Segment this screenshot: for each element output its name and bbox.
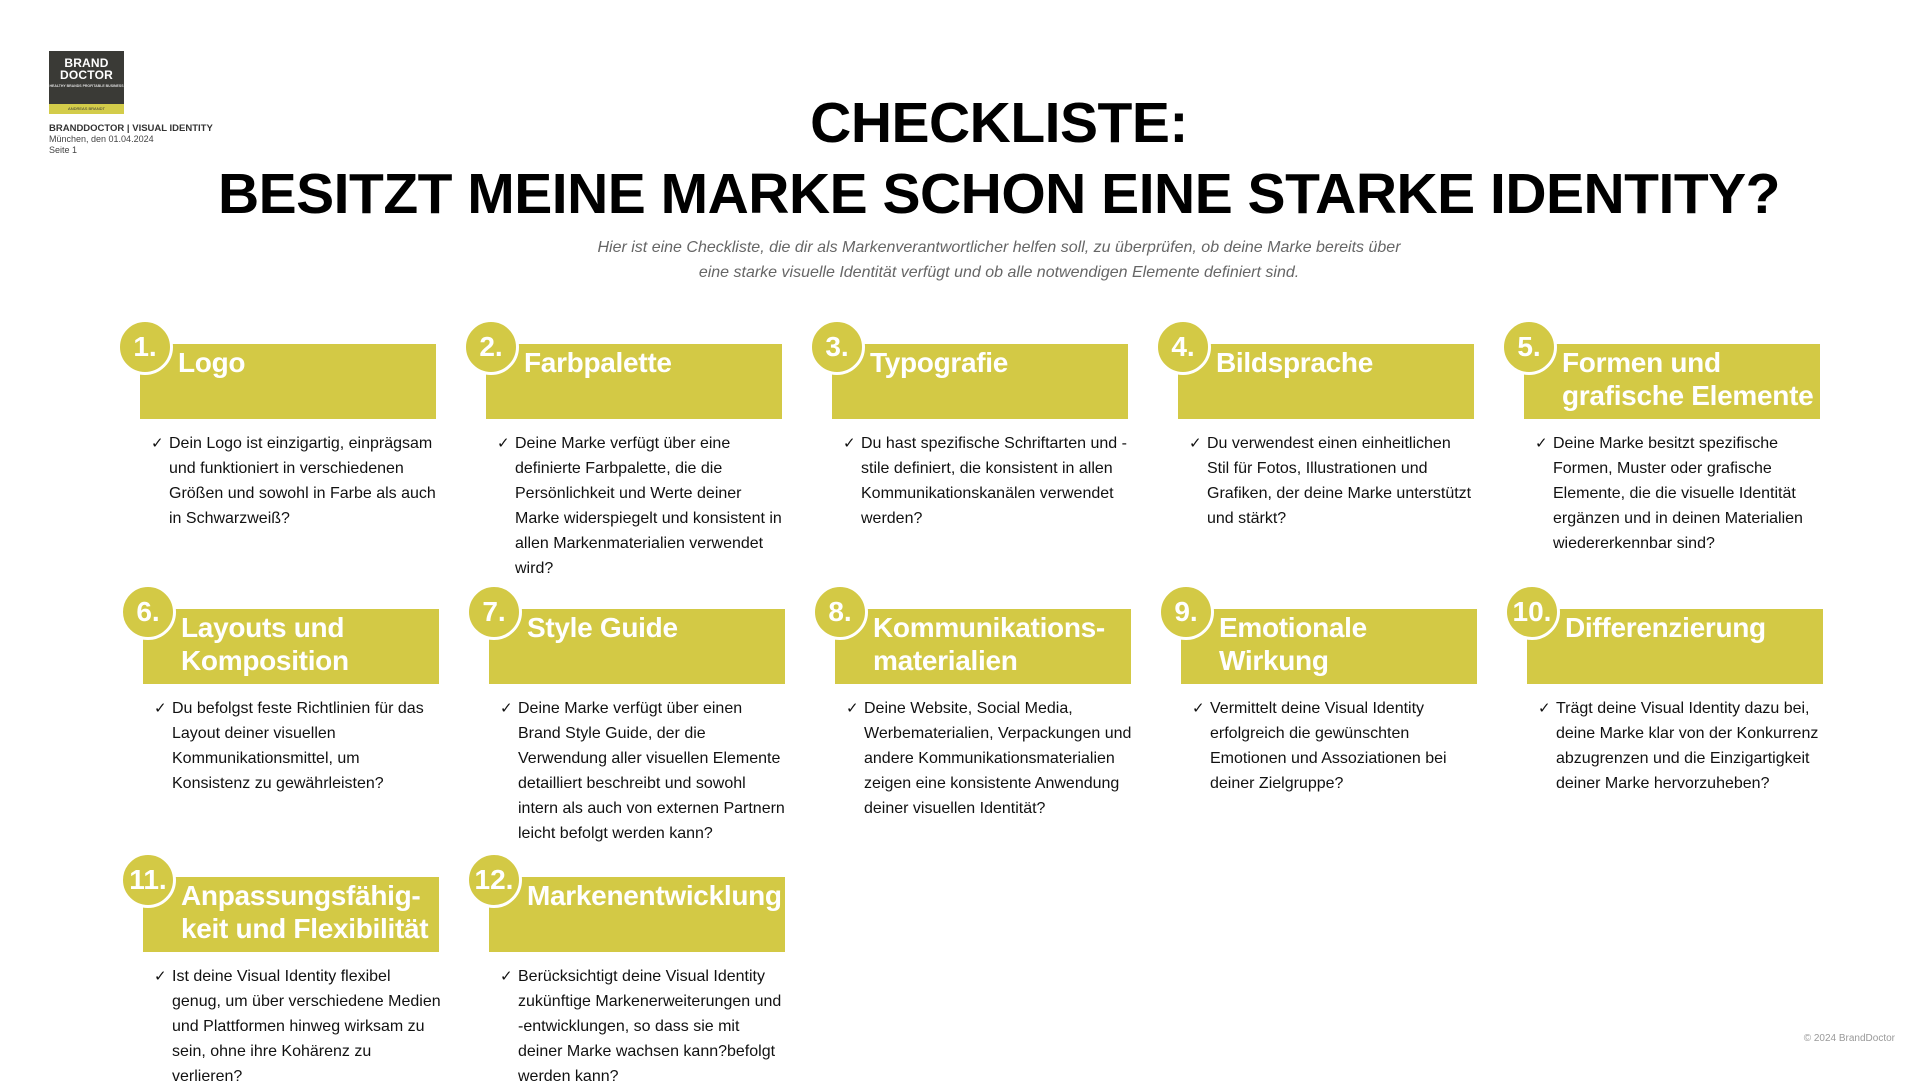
card-description-text: Deine Website, Social Media, Werbematerialien, Verpackungen und andere Kommunikationsmaterialien zeigen eine konsistente Anwendung deiner visuellen Identität? <box>864 700 1132 817</box>
card-description-text: Deine Marke verfügt über eine definierte Farbpalette, die die Persönlichkeit und Werte deiner Marke widerspiegelt und konsistent in allen Markenmaterialien verwendet wird? <box>515 435 782 577</box>
intro-line2: eine starke visuelle Identität verfügt und ob alle notwendigen Elemente definiert sind. <box>698 264 1300 281</box>
card-number-badge: 1. <box>117 319 173 375</box>
card-description-text: Deine Marke besitzt spezifische Formen, Muster oder grafische Elemente, die die visuelle Identität ergänzen und in deinen Materialien wiedererkennbar sind? <box>1553 435 1803 552</box>
check-icon: ✓ <box>151 435 164 452</box>
check-icon: ✓ <box>1538 700 1551 717</box>
check-icon: ✓ <box>846 700 859 717</box>
card-title: Layouts und Komposition <box>181 612 349 676</box>
card-description <box>1189 431 1477 531</box>
card-title: Logo <box>178 347 246 378</box>
card-title: Formen und grafische Elemente <box>1562 347 1814 411</box>
card-description <box>151 431 439 531</box>
check-icon: ✓ <box>154 700 167 717</box>
card-description <box>500 696 788 846</box>
card-description-text: Dein Logo ist einzigartig, einprägsam und funktioniert in verschiedenen Größen und sowohl in Farbe als auch in Schwarzweiß? <box>169 435 436 527</box>
check-icon: ✓ <box>500 968 513 985</box>
card-description-text: Du verwendest einen einheitlichen Stil für Fotos, Illustrationen und Grafiken, der deine Marke unterstützt und stärkt? <box>1207 435 1472 527</box>
card-description <box>1538 696 1826 796</box>
card-title: Differenzierung <box>1565 612 1766 643</box>
card-description-text: Du befolgst feste Richtlinien für das Layout deiner visuellen Kommunikationsmittel, um Konsistenz zu gewährleisten? <box>172 700 424 792</box>
card-description-text: Du hast spezifische Schriftarten und -stile definiert, die konsistent in allen Kommunikationskanälen verwendet werden? <box>861 435 1127 527</box>
logo-bar-text: ANDREAS BRANDT <box>68 106 105 111</box>
check-icon: ✓ <box>1192 700 1205 717</box>
card-title: Anpassungsfähig-keit und Flexibilität <box>181 880 429 944</box>
card-number-badge: 4. <box>1155 319 1211 375</box>
card-description-text: Berücksichtigt deine Visual Identity zukünftige Markenerweiterungen und -entwicklungen, so dass sie mit deiner Marke wachsen kann?befolgt werden kann? <box>518 968 782 1085</box>
card-description-text: Deine Marke verfügt über einen Brand Style Guide, der die Verwendung aller visuellen Elemente detailliert beschreibt und sowohl intern als auch von externen Partnern leicht befolgt werden kann? <box>518 700 785 842</box>
card-description-text: Ist deine Visual Identity flexibel genug, um über verschiedene Medien und Plattformen hinweg wirksam zu sein, ohne ihre Kohärenz zu verlieren? <box>172 968 441 1085</box>
card-title: Emotionale Wirkung <box>1219 612 1367 676</box>
card-description <box>497 431 785 581</box>
card-description <box>500 964 788 1089</box>
intro-text <box>0 235 1920 285</box>
check-icon: ✓ <box>497 435 510 452</box>
card-description <box>154 964 442 1089</box>
card-number-badge: 3. <box>809 319 865 375</box>
card-number-badge: 6. <box>120 584 176 640</box>
check-icon: ✓ <box>843 435 856 452</box>
card-number-badge: 11. <box>120 852 176 908</box>
title-line2: BESITZT MEINE MARKE SCHON EINE STARKE IDENTITY? <box>217 162 1780 226</box>
card-number-badge: 10. <box>1504 584 1560 640</box>
copyright-footer: © 2024 BrandDoctor <box>1803 1033 1895 1044</box>
card-number-badge: 12. <box>466 852 522 908</box>
check-icon: ✓ <box>154 968 167 985</box>
card-title: Farbpalette <box>524 347 672 378</box>
card-description-text: Vermittelt deine Visual Identity erfolgreich die gewünschten Emotionen und Assoziationen bei deiner Zielgruppe? <box>1210 700 1447 792</box>
card-title: Markenentwicklung <box>527 880 782 911</box>
card-title: Style Guide <box>527 612 678 643</box>
card-title: Bildsprache <box>1216 347 1373 378</box>
card-number-badge: 9. <box>1158 584 1214 640</box>
card-number-badge: 7. <box>466 584 522 640</box>
page-number: Seite 1 <box>49 145 78 155</box>
card-description <box>1192 696 1480 796</box>
card-title: Typografie <box>870 347 1009 378</box>
page-title <box>0 88 1920 230</box>
logo-line1: BRAND <box>64 56 109 70</box>
brand-name: BRANDDOCTOR | VISUAL IDENTITY <box>49 123 213 134</box>
card-description <box>154 696 442 796</box>
check-icon: ✓ <box>500 700 513 717</box>
logo-line2: DOCTOR <box>60 68 113 82</box>
card-number-badge: 2. <box>463 319 519 375</box>
card-number-badge: 5. <box>1501 319 1557 375</box>
card-description <box>846 696 1134 821</box>
card-description <box>1535 431 1823 556</box>
title-line1: CHECKLISTE: <box>810 91 1188 155</box>
logo-tagline: HEALTHY BRANDS PROFITABLE BUSINESS <box>49 84 124 88</box>
card-number-badge: 8. <box>812 584 868 640</box>
check-icon: ✓ <box>1535 435 1548 452</box>
card-description <box>843 431 1131 531</box>
check-icon: ✓ <box>1189 435 1202 452</box>
brand-date: München, den 01.04.2024 <box>49 134 154 144</box>
card-description-text: Trägt deine Visual Identity dazu bei, deine Marke klar von der Konkurrenz abzugrenzen und die Einzigartigkeit deiner Marke hervorzuheben? <box>1556 700 1819 792</box>
intro-line1: Hier ist eine Checkliste, die dir als Markenverantwortlicher helfen soll, zu überprüfen, ob deine Marke bereits über <box>597 239 1401 256</box>
card-title: Kommunikations-materialien <box>873 612 1105 676</box>
